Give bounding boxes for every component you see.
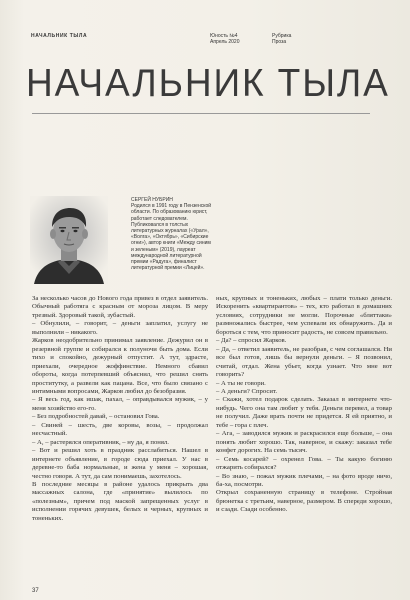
left-column xyxy=(32,295,208,523)
article-body xyxy=(32,295,392,590)
article-title: НАЧАЛЬНИК ТЫЛА xyxy=(26,62,390,105)
paragraph: – Скажи, хотел подарок сделать. Заказал в интернете что-нибудь. Чего она там любит у тебя. Деньги перевел, а товар не получил. Даже врать почти не придется. Я ей приятно, и тебе – гора с плеч. xyxy=(216,396,392,429)
paragraph: – Ага, – заводился мужик и раскрасился еще больше, – она понять любит хорошо. Так, наверное, и скажу: заказал тебе конфет дорогих. На семь тысяч. xyxy=(216,430,392,455)
paragraph: Жарков неодобрительно принимал заявление. Дежурил он в резервной группе и собирался к полуночи быть дома. Если тихо и спокойно, дежурный отпустит. А тут, здрасте, приехали, очередное жоффинствие. Немного сбавил обороты, когда потерпевший объяснил, что решил снять проститутку, а развели как пацана. Все, что было связано с интимными вопросами, Жарков любил до безобразия. xyxy=(32,337,208,395)
paragraph: – Я весь год, как ишак, пахал, – оправдывался мужик, – у меня хозяйство его-го. xyxy=(32,396,208,412)
paragraph: В последние месяцы в районе удалось прикрыть два массажных салона, где «принятие» вылилось по «полезным», причем под маской запрещенных услуг в исполнении горячих девушек, белых и черных, крупных и тоненьких. xyxy=(32,480,208,522)
rubric-line-2: Проза xyxy=(272,39,287,45)
title-divider xyxy=(32,113,370,114)
paragraph: – Вот и решил хоть в праздник расслабиться. Нашел в интернете объявление, в городе сюда приехал. У нас в деревне-то баба нормальные, и жена у меня – хорошая, честно говоря. А тут, да сам понимаешь, захотелось. xyxy=(32,447,208,480)
right-column xyxy=(216,295,392,515)
paragraph: Открыл сохраненную страницу в телефоне. Стройная брюнетка с третьим, наверное, размером. В спереди хорошо, и сзади. Сзади особенно. xyxy=(216,489,392,514)
issue-line-1: Юность №4 xyxy=(210,33,238,39)
author-portrait xyxy=(30,196,108,284)
paragraph: – А ты не говори. xyxy=(216,379,266,387)
paragraph: – Без подробностей давай, – остановил Гова. xyxy=(32,413,160,421)
paragraph: – Обнулили, – говорит, – деньги заплатил, услугу не выполнили – никакого. xyxy=(32,320,208,336)
paragraph: – Во знаю, – пожал мужик плечами, – на фото вроде ничо, ба-ха, посмотри. xyxy=(216,472,392,488)
paragraph: – Свиней – шесть, две коровы, возы, – продолжал несчастный. xyxy=(32,421,208,438)
running-header-issue xyxy=(210,33,239,45)
paragraph: – Да? – спросил Жарков. xyxy=(216,337,287,345)
paragraph: За несколько часов до Нового года привез в отдел заявитель. Обычный работяга с красным от мороза лицом. В меру трезвый. Здоровый такой, зубастый. xyxy=(32,295,208,319)
page-number: 37 xyxy=(32,588,39,594)
paragraph: ных, крупных и тоненьких, любых – плати только деньги. Искоренить «квартирантов» – тех, кто работал в домашних условиях, сотрудники не могли. Порочные «бляттаки» размножались быстрее, чем успевали их обнаружить. Да и бороться с тем, что приносит радость, не совсем правильно. xyxy=(216,295,392,336)
running-header-section: НАЧАЛЬНИК ТЫЛА xyxy=(31,33,88,39)
issue-line-2: Апрель 2020 xyxy=(210,39,240,45)
author-bio-text: Родился в 1991 году в Пензенской области. По образованию юрист, работает следователем. Публиковался в толстых литературных журналах («Урал», «Волга», «Октябрь», «Сибирские огни»), автор книги «Между синим и зеленым» (2019), лауреат международной литературной премии «Радуга», финалист литературной премии «Лицей». xyxy=(131,203,212,272)
rubric-line-1: Рубрика xyxy=(272,33,292,39)
paragraph: – А деньги? Спросит. xyxy=(216,387,278,395)
paragraph: – Да, – ответил заявитель, не разобрав, с чем соглашался. Ни все был готов, лишь бы вернули деньги. – Я позвонил, считай, отдал. Жена убьет, когда узнает. Что мне вот говорить? xyxy=(216,345,392,379)
paragraph: – А, – растерялся оперативник, – ну да, я понял. xyxy=(32,438,169,446)
author-name: СЕРГЕЙ НУБРИН xyxy=(131,197,173,203)
paragraph: – Семь косарей? – охренел Гова. – Ты какую богиню отжарить собирался? xyxy=(216,455,392,472)
author-bio xyxy=(131,197,213,271)
running-header-rubric xyxy=(272,33,291,45)
